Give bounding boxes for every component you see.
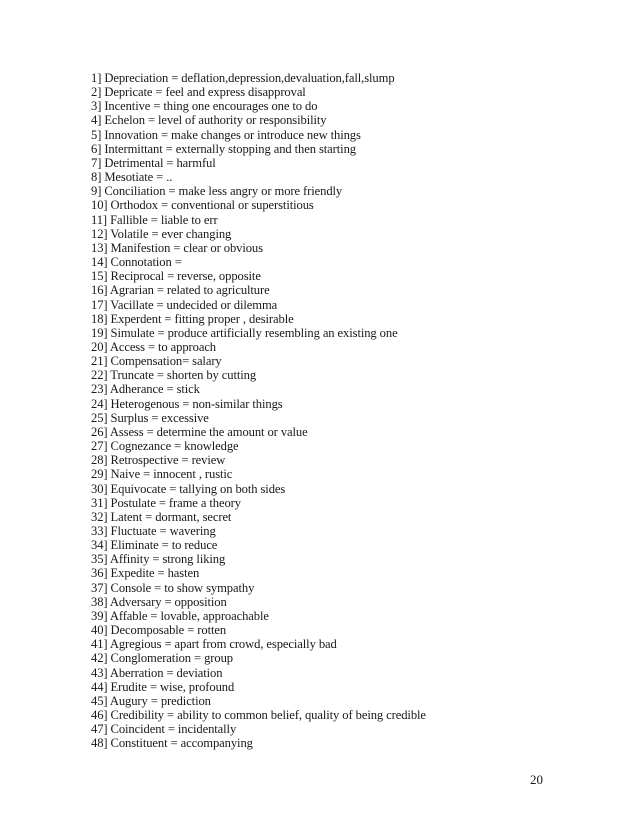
vocabulary-entry: 38] Adversary = opposition xyxy=(91,594,227,609)
vocabulary-entry: 40] Decomposable = rotten xyxy=(91,623,227,638)
vocabulary-entry: 4] Echelon = level of authority or responsibility xyxy=(91,113,327,128)
vocabulary-entry: 5] Innovation = make changes or introduce new things xyxy=(91,127,361,142)
vocabulary-entry: 13] Manifestion = clear or obvious xyxy=(91,240,263,255)
vocabulary-entry: 25] Surplus = excessive xyxy=(91,410,209,425)
vocabulary-entry: 44] Erudite = wise, profound xyxy=(91,679,235,694)
vocabulary-entry: 20] Access = to approach xyxy=(91,339,217,354)
vocabulary-entry: 35] Affinity = strong liking xyxy=(91,552,226,567)
vocabulary-entry: 3] Incentive = thing one encourages one to do xyxy=(91,99,318,114)
vocabulary-entry: 28] Retrospective = review xyxy=(91,453,226,468)
vocabulary-entry: 26] Assess = determine the amount or value xyxy=(91,424,308,439)
vocabulary-entry: 36] Expedite = hasten xyxy=(91,566,200,581)
vocabulary-entry: 27] Cognezance = knowledge xyxy=(91,439,239,454)
vocabulary-entry: 2] Depricate = feel and express disapproval xyxy=(91,85,306,100)
vocabulary-entry: 32] Latent = dormant, secret xyxy=(91,509,232,524)
vocabulary-entry: 11] Fallible = liable to err xyxy=(91,212,218,227)
vocabulary-entry: 15] Reciprocal = reverse, opposite xyxy=(91,269,261,284)
vocabulary-entry: 12] Volatile = ever changing xyxy=(91,226,232,241)
vocabulary-entry: 48] Constituent = accompanying xyxy=(91,736,253,751)
vocabulary-entry: 10] Orthodox = conventional or superstitious xyxy=(91,198,314,213)
vocabulary-entry: 30] Equivocate = tallying on both sides xyxy=(91,481,286,496)
vocabulary-entry: 47] Coincident = incidentally xyxy=(91,722,237,737)
vocabulary-entry: 14] Connotation = xyxy=(91,255,182,270)
vocabulary-entry: 42] Conglomeration = group xyxy=(91,651,233,666)
vocabulary-entry: 24] Heterogenous = non-similar things xyxy=(91,396,283,411)
vocabulary-entry: 45] Augury = prediction xyxy=(91,693,211,708)
vocabulary-entry: 37] Console = to show sympathy xyxy=(91,580,255,595)
vocabulary-entry: 19] Simulate = produce artificially resembling an existing one xyxy=(91,325,398,340)
vocabulary-entry: 18] Experdent = fitting proper , desirable xyxy=(91,311,294,326)
vocabulary-entry: 21] Compensation= salary xyxy=(91,354,222,369)
vocabulary-entry: 34] Eliminate = to reduce xyxy=(91,538,218,553)
vocabulary-entry: 16] Agrarian = related to agriculture xyxy=(91,283,270,298)
vocabulary-entry: 33] Fluctuate = wavering xyxy=(91,524,216,538)
vocabulary-list xyxy=(91,71,611,751)
vocabulary-entry: 29] Naive = innocent , rustic xyxy=(91,467,233,482)
vocabulary-entry: 23] Adherance = stick xyxy=(91,382,200,397)
vocabulary-entry: 43] Aberration = deviation xyxy=(91,665,223,680)
page-number: 20 xyxy=(530,772,543,787)
vocabulary-entry: 17] Vacillate = undecided or dilemma xyxy=(91,297,278,312)
vocabulary-entry: 6] Intermittant = externally stopping and then starting xyxy=(91,141,356,156)
vocabulary-entry: 31] Postulate = frame a theory xyxy=(91,495,241,510)
vocabulary-entry: 7] Detrimental = harmful xyxy=(91,155,216,170)
vocabulary-entry: 1] Depreciation = deflation,depression,devaluation,fall,slump xyxy=(91,71,395,85)
vocabulary-entry: 46] Credibility = ability to common belief, quality of being credible xyxy=(91,708,426,723)
vocabulary-entry: 41] Agregious = apart from crowd, especially bad xyxy=(91,637,337,652)
vocabulary-entry: 39] Affable = lovable, approachable xyxy=(91,608,269,623)
vocabulary-entry: 22] Truncate = shorten by cutting xyxy=(91,368,257,383)
vocabulary-entry: 9] Conciliation = make less angry or more friendly xyxy=(91,184,343,199)
vocabulary-entry: 8] Mesotiate = .. xyxy=(91,170,173,185)
